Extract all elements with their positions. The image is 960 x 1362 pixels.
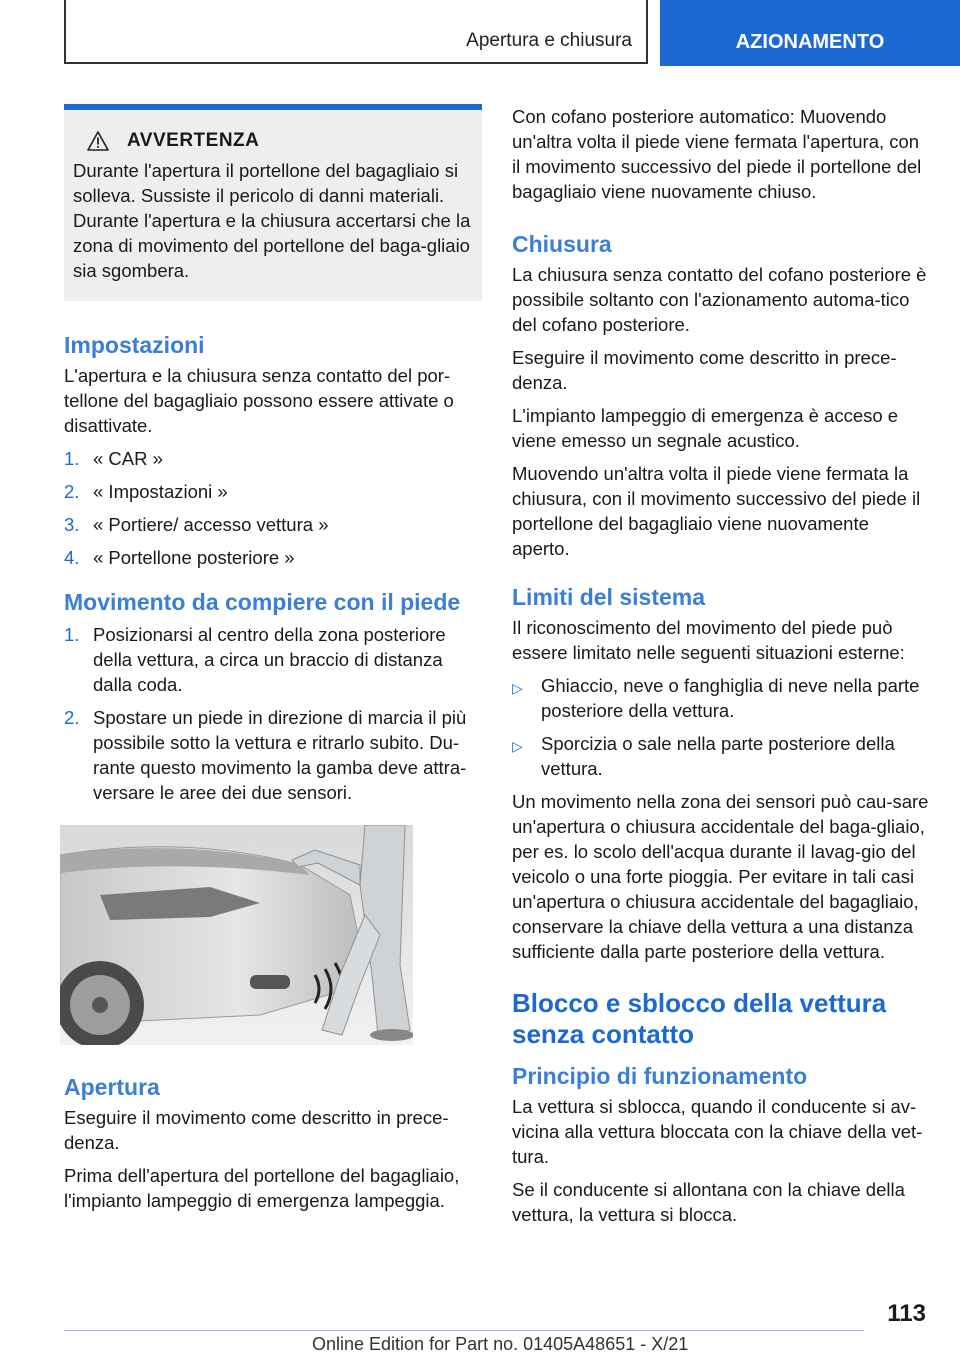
section-title: Apertura e chiusura bbox=[466, 30, 632, 51]
heading-apertura: Apertura bbox=[64, 1074, 160, 1100]
heading-blocco: Blocco e sblocco della vettura senza contatto bbox=[512, 988, 887, 1049]
warning-text: Durante l'apertura il portellone del bagagliaio si solleva. Sussiste il pericolo di danni materiali. Durante l'apertura e la chiusura accertarsi che la zona di movimento del portellone del baga-gliaio sia sgombera. bbox=[73, 160, 471, 281]
impostazioni-steps bbox=[64, 446, 482, 570]
list-item bbox=[512, 731, 930, 781]
step-text: Posizionarsi al centro della zona posteriore della vettura, a circa un braccio di distanza dalla coda. bbox=[93, 624, 446, 695]
warning-box bbox=[64, 104, 482, 301]
footer-divider bbox=[64, 1330, 864, 1331]
step-number: 1. bbox=[64, 624, 80, 645]
apertura-p2: Prima dell'apertura del portellone del bagagliaio, l'impianto lampeggio di emergenza lampeggia. bbox=[64, 1165, 460, 1211]
list-item bbox=[64, 446, 482, 471]
step-text: « Portiere/ accesso vettura » bbox=[93, 514, 329, 535]
limiti-outro: Un movimento nella zona dei sensori può cau-sare un'apertura o chiusura accidentale del baga-gliaio, per es. lo scolo dell'acqua durante il lavag-gio del veicolo o una forte pioggia. Per evitare in tali casi un'apertura o chiusura accidentale del bagagliaio, conservare la chiave della vettura a una distanza sufficiente dalla parte posteriore della vettura. bbox=[512, 791, 929, 962]
step-text: « Portellone posteriore » bbox=[93, 547, 295, 568]
kick-sensor-illustration bbox=[60, 825, 413, 1045]
chiusura-p4: Muovendo un'altra volta il piede viene fermata la chiusura, con il movimento successivo del piede il portellone del bagagliaio viene nuovamente aperto. bbox=[512, 463, 921, 559]
step-number: 1. bbox=[64, 448, 80, 469]
list-item bbox=[512, 673, 930, 723]
warning-title-row bbox=[73, 130, 472, 152]
limiti-bullets bbox=[512, 673, 930, 781]
step-number: 4. bbox=[64, 547, 80, 568]
step-text: « CAR » bbox=[93, 448, 163, 469]
step-number: 2. bbox=[64, 707, 80, 728]
list-item bbox=[64, 545, 482, 570]
chiusura-p1: La chiusura senza contatto del cofano posteriore è possibile soltanto con l'azionamento automa-tico del cofano posteriore. bbox=[512, 264, 927, 335]
apertura-p1: Eseguire il movimento come descritto in prece-denza. bbox=[64, 1107, 449, 1153]
heading-movimento: Movimento da compiere con il piede bbox=[64, 589, 461, 615]
page-number: 113 bbox=[887, 1300, 926, 1327]
blocco-p1: La vettura si sblocca, quando il conducente si av-vicina alla vettura bloccata con la chiave della vet-tura. bbox=[512, 1096, 923, 1167]
triangle-bullet-icon: ▷ bbox=[512, 680, 523, 696]
step-text: Spostare un piede in direzione di marcia il più possibile sotto la vettura e ritrarlo subito. Du-rante questo movimento la gamba deve attra-versare le aree dei due sensori. bbox=[93, 707, 467, 803]
right-intro: Con cofano posteriore automatico: Muovendo un'altra volta il piede viene fermata l'apertura, con il movimento successivo del piede il portellone del bagagliaio viene nuovamente chiuso. bbox=[512, 106, 922, 202]
heading-principio: Principio di funzionamento bbox=[512, 1063, 808, 1089]
chapter-tab-label: AZIONAMENTO bbox=[735, 30, 885, 53]
step-number: 3. bbox=[64, 514, 80, 535]
impostazioni-intro: L'apertura e la chiusura senza contatto del por-tellone del bagagliaio possono essere attivate o disattivate. bbox=[64, 365, 454, 436]
chapter-tab[interactable] bbox=[660, 0, 960, 66]
list-item bbox=[64, 479, 482, 504]
footer-edition: Online Edition for Part no. 01405A48651 - X/21 bbox=[312, 1334, 689, 1354]
header-frame bbox=[64, 0, 648, 64]
heading-limiti: Limiti del sistema bbox=[512, 584, 706, 610]
warning-title: AVVERTENZA bbox=[127, 130, 260, 151]
step-text: « Impostazioni » bbox=[93, 481, 228, 502]
blocco-p2: Se il conducente si allontana con la chiave della vettura, la vettura si blocca. bbox=[512, 1179, 905, 1225]
list-item bbox=[64, 705, 482, 805]
step-number: 2. bbox=[64, 481, 80, 502]
list-item bbox=[64, 622, 482, 697]
heading-chiusura: Chiusura bbox=[512, 231, 612, 257]
list-item bbox=[64, 512, 482, 537]
limiti-intro: Il riconoscimento del movimento del piede può essere limitato nelle seguenti situazioni esterne: bbox=[512, 617, 905, 663]
chiusura-p2: Eseguire il movimento come descritto in prece-denza. bbox=[512, 347, 897, 393]
triangle-bullet-icon: ▷ bbox=[512, 738, 523, 754]
left-column bbox=[64, 104, 482, 1221]
bullet-text: Ghiaccio, neve o fanghiglia di neve nella parte posteriore della vettura. bbox=[541, 675, 920, 721]
warning-triangle-icon bbox=[87, 131, 109, 151]
right-column bbox=[512, 104, 930, 1235]
bullet-text: Sporcizia o sale nella parte posteriore della vettura. bbox=[541, 733, 895, 779]
movimento-steps bbox=[64, 622, 482, 805]
heading-impostazioni: Impostazioni bbox=[64, 332, 205, 358]
chiusura-p3: L'impianto lampeggio di emergenza è acceso e viene emesso un segnale acustico. bbox=[512, 405, 899, 451]
